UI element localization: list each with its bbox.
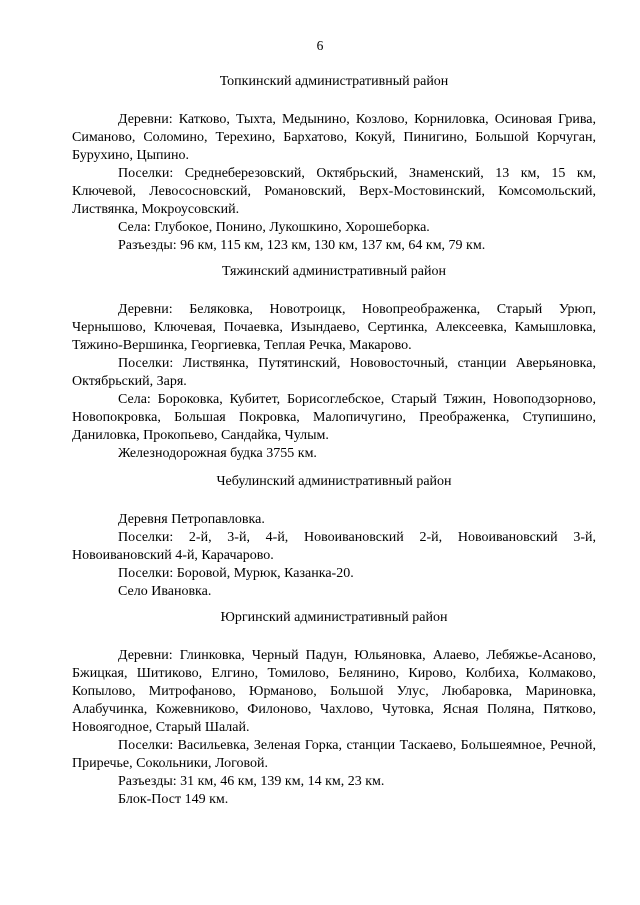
section-body	[72, 301, 596, 463]
section-yurga-district	[72, 609, 596, 809]
section-body	[72, 111, 596, 255]
paragraph-sidings: Разъезды: 96 км, 115 км, 123 км, 130 км, 137 км, 64 км, 79 км.	[118, 238, 486, 253]
paragraph-block-post: Блок-Пост 149 км.	[118, 792, 229, 807]
paragraph-villages: Деревни: Катково, Тыхта, Медынино, Козлово, Корниловка, Осиновая Грива, Симаново, Соломино, Терехино, Бархатово, Кокуй, Пинигино, Большой Корчуган, Бурухино, Цыпино.	[72, 112, 596, 163]
section-title: Тяжинский административный район	[222, 264, 446, 279]
paragraph-villages: Деревни: Глинковка, Черный Падун, Юльяновка, Алаево, Лебяжье-Асаново, Бжицкая, Шитиково, Елгино, Томилово, Белянино, Кирово, Колбиха, Колмаково, Копылово, Митрофаново, Юрманово, Большой Улус, Любаровка, Мариновка, Алабучинка, Кожевниково, Филоново, Чахлово, Чутовка, Ясная Поляна, Пятково, Новоягодное, Старый Шалай.	[72, 648, 596, 735]
paragraph-settlements-2: Поселки: Боровой, Мурюк, Казанка-20.	[118, 566, 354, 581]
page-number: 6	[316, 38, 324, 53]
section-title: Топкинский административный район	[219, 74, 449, 89]
paragraph-settlements: Поселки: 2-й, 3-й, 4-й, Новоивановский 2-й, Новоивановский 3-й, Новоивановский 4-й, Карачарово.	[72, 530, 596, 563]
paragraph-selo: Село Ивановка.	[118, 584, 212, 599]
paragraph-selos: Села: Глубокое, Понино, Лукошкино, Хорошеборка.	[118, 220, 430, 235]
section-chebula-district	[72, 473, 596, 601]
paragraph-settlements: Поселки: Среднеберезовский, Октябрьский, Знаменский, 13 км, 15 км, Ключевой, Левососновский, Романовский, Верх-Мостовинский, Комсомольский, Листвянка, Мокроусовский.	[72, 166, 596, 217]
section-topki-district	[72, 73, 596, 255]
section-title: Чебулинский административный район	[216, 474, 452, 489]
section-title: Юргинский административный район	[220, 610, 448, 625]
paragraph-settlements: Поселки: Листвянка, Путятинский, Нововосточный, станции Аверьяновка, Октябрьский, Заря.	[72, 356, 596, 389]
paragraph-villages: Деревни: Беляковка, Новотроицк, Новопреображенка, Старый Урюп, Чернышово, Ключевая, Почаевка, Изындаево, Сертинка, Алексеевка, Камышловка, Тяжино-Вершинка, Георгиевка, Теплая Речка, Макарово.	[72, 302, 596, 353]
section-tyazhin-district	[72, 263, 596, 463]
paragraph-selos: Села: Бороковка, Кубитет, Борисоглебское, Старый Тяжин, Новоподзорново, Новопокровка, Большая Покровка, Малопичугино, Преображенка, Ступишино, Даниловка, Прокопьево, Сандайка, Чулым.	[72, 392, 596, 443]
section-body	[72, 647, 596, 809]
paragraph-settlements: Поселки: Васильевка, Зеленая Горка, станции Таскаево, Большеямное, Речной, Приречье, Сокольники, Логовой.	[72, 738, 596, 771]
paragraph-sidings: Разъезды: 31 км, 46 км, 139 км, 14 км, 23 км.	[118, 774, 385, 789]
section-body	[72, 511, 596, 601]
paragraph-railway-booth: Железнодорожная будка 3755 км.	[118, 446, 317, 461]
paragraph-village: Деревня Петропавловка.	[118, 512, 265, 527]
